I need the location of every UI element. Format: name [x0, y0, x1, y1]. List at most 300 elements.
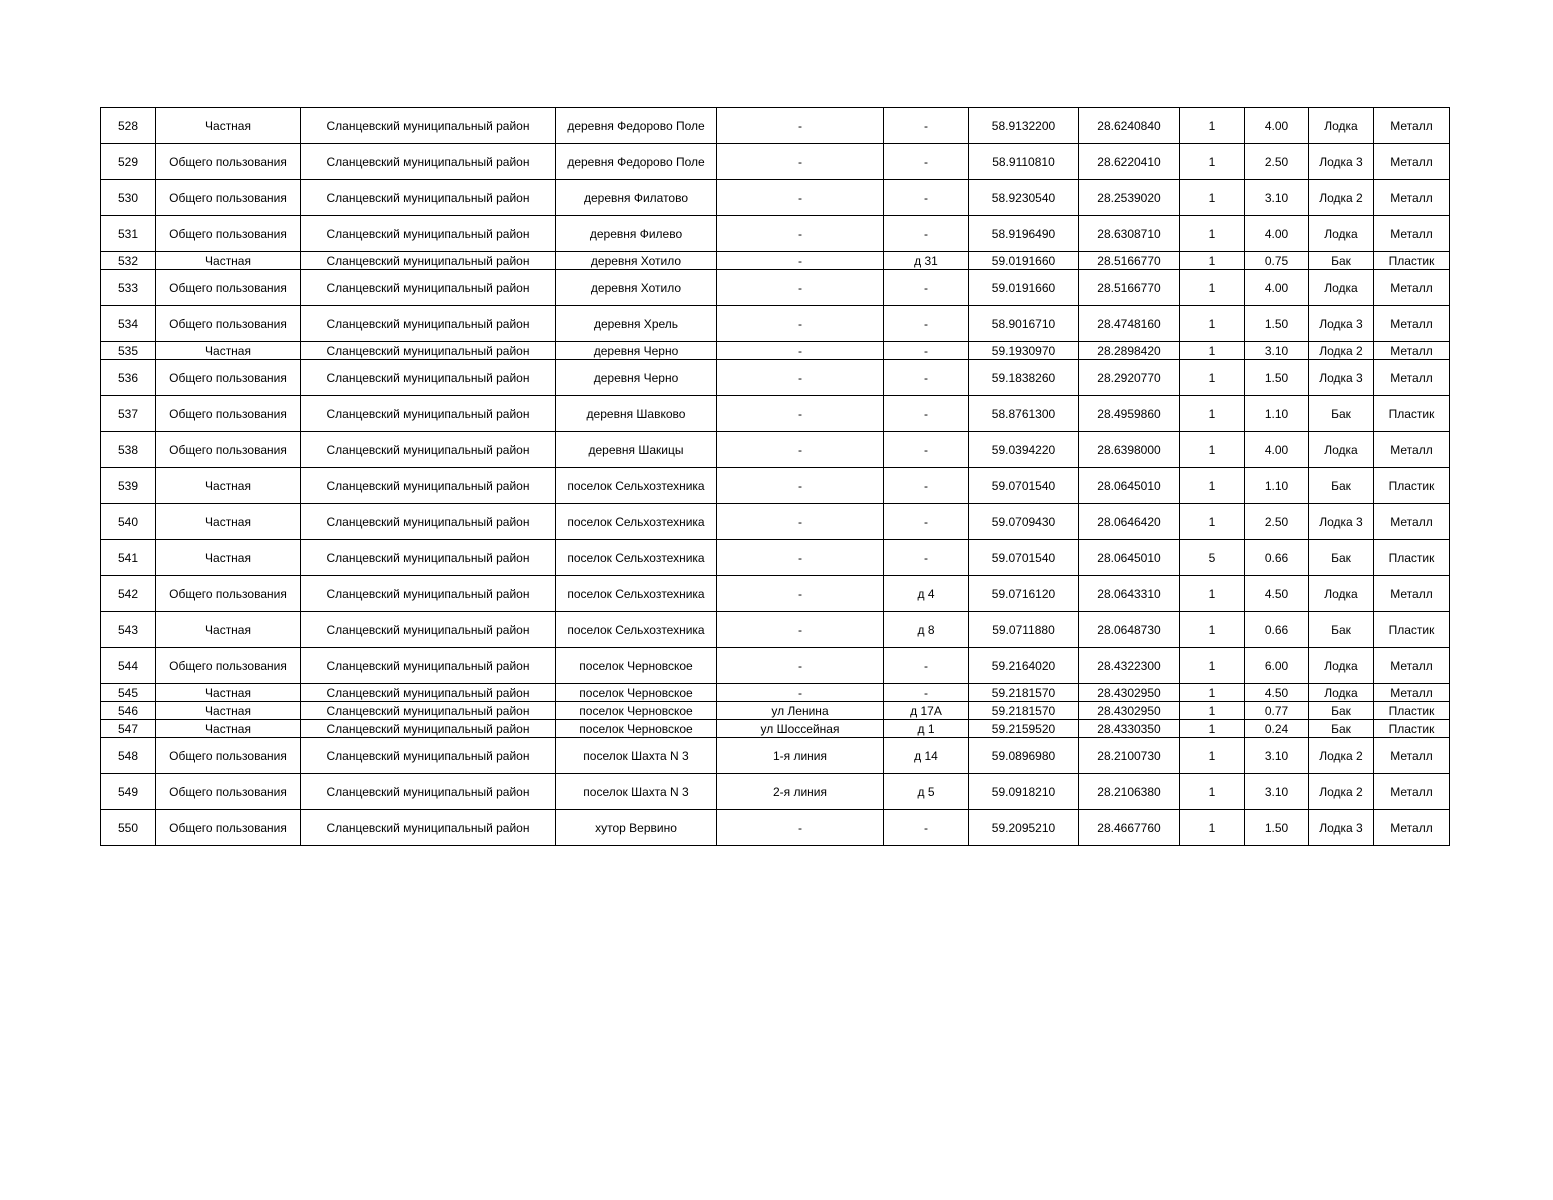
street-cell: - — [717, 396, 884, 432]
ownership-type-cell: Общего пользования — [156, 180, 301, 216]
row-number-cell: 528 — [101, 108, 156, 144]
settlement-cell: хутор Вервино — [556, 810, 717, 846]
table-row — [101, 504, 1450, 540]
district-cell: Сланцевский муниципальный район — [301, 180, 556, 216]
street-cell: - — [717, 108, 884, 144]
volume-cell: 0.24 — [1245, 720, 1309, 738]
table-row — [101, 468, 1450, 504]
street-cell: - — [717, 432, 884, 468]
table-row — [101, 360, 1450, 396]
container-count-cell: 1 — [1180, 144, 1245, 180]
latitude-cell: 59.2181570 — [969, 702, 1079, 720]
settlement-cell: поселок Сельхозтехника — [556, 504, 717, 540]
volume-cell: 3.10 — [1245, 342, 1309, 360]
street-cell: - — [717, 504, 884, 540]
district-cell: Сланцевский муниципальный район — [301, 252, 556, 270]
table-row — [101, 432, 1450, 468]
house-cell: д 17А — [884, 702, 969, 720]
volume-cell: 1.10 — [1245, 468, 1309, 504]
street-cell: - — [717, 468, 884, 504]
volume-cell: 0.75 — [1245, 252, 1309, 270]
street-cell: - — [717, 144, 884, 180]
table-row — [101, 306, 1450, 342]
container-type-cell: Лодка — [1309, 648, 1374, 684]
volume-cell: 3.10 — [1245, 180, 1309, 216]
ownership-type-cell: Частная — [156, 468, 301, 504]
material-cell: Металл — [1374, 432, 1450, 468]
container-type-cell: Бак — [1309, 612, 1374, 648]
street-cell: - — [717, 342, 884, 360]
material-cell: Металл — [1374, 360, 1450, 396]
table-row — [101, 252, 1450, 270]
house-cell: - — [884, 306, 969, 342]
longitude-cell: 28.0648730 — [1079, 612, 1180, 648]
container-count-cell: 1 — [1180, 360, 1245, 396]
table-row — [101, 612, 1450, 648]
latitude-cell: 59.2164020 — [969, 648, 1079, 684]
material-cell: Металл — [1374, 342, 1450, 360]
house-cell: - — [884, 396, 969, 432]
container-count-cell: 1 — [1180, 306, 1245, 342]
settlement-cell: деревня Шакицы — [556, 432, 717, 468]
district-cell: Сланцевский муниципальный район — [301, 216, 556, 252]
row-number-cell: 532 — [101, 252, 156, 270]
longitude-cell: 28.4667760 — [1079, 810, 1180, 846]
house-cell: - — [884, 180, 969, 216]
house-cell: - — [884, 342, 969, 360]
container-type-cell: Лодка — [1309, 576, 1374, 612]
container-count-cell: 1 — [1180, 576, 1245, 612]
settlement-cell: поселок Черновское — [556, 720, 717, 738]
house-cell: - — [884, 432, 969, 468]
container-type-cell: Лодка — [1309, 432, 1374, 468]
house-cell: - — [884, 108, 969, 144]
settlement-cell: поселок Сельхозтехника — [556, 612, 717, 648]
material-cell: Металл — [1374, 774, 1450, 810]
volume-cell: 0.77 — [1245, 702, 1309, 720]
longitude-cell: 28.0646420 — [1079, 504, 1180, 540]
ownership-type-cell: Общего пользования — [156, 396, 301, 432]
latitude-cell: 59.2181570 — [969, 684, 1079, 702]
longitude-cell: 28.2898420 — [1079, 342, 1180, 360]
container-type-cell: Лодка 3 — [1309, 810, 1374, 846]
container-count-cell: 1 — [1180, 108, 1245, 144]
latitude-cell: 59.0191660 — [969, 252, 1079, 270]
row-number-cell: 550 — [101, 810, 156, 846]
house-cell: - — [884, 468, 969, 504]
ownership-type-cell: Частная — [156, 108, 301, 144]
volume-cell: 3.10 — [1245, 738, 1309, 774]
container-count-cell: 1 — [1180, 504, 1245, 540]
table-row — [101, 648, 1450, 684]
latitude-cell: 59.0701540 — [969, 468, 1079, 504]
row-number-cell: 539 — [101, 468, 156, 504]
table-row — [101, 774, 1450, 810]
container-type-cell: Бак — [1309, 396, 1374, 432]
material-cell: Металл — [1374, 504, 1450, 540]
latitude-cell: 58.8761300 — [969, 396, 1079, 432]
row-number-cell: 548 — [101, 738, 156, 774]
latitude-cell: 59.0711880 — [969, 612, 1079, 648]
ownership-type-cell: Частная — [156, 252, 301, 270]
container-sites-table — [100, 107, 1450, 846]
street-cell: ул Шоссейная — [717, 720, 884, 738]
container-type-cell: Лодка — [1309, 108, 1374, 144]
district-cell: Сланцевский муниципальный район — [301, 684, 556, 702]
container-type-cell: Лодка 2 — [1309, 342, 1374, 360]
volume-cell: 0.66 — [1245, 540, 1309, 576]
house-cell: д 31 — [884, 252, 969, 270]
row-number-cell: 542 — [101, 576, 156, 612]
house-cell: д 8 — [884, 612, 969, 648]
material-cell: Металл — [1374, 810, 1450, 846]
house-cell: д 14 — [884, 738, 969, 774]
material-cell: Пластик — [1374, 720, 1450, 738]
container-type-cell: Бак — [1309, 252, 1374, 270]
street-cell: - — [717, 576, 884, 612]
street-cell: - — [717, 180, 884, 216]
latitude-cell: 59.0716120 — [969, 576, 1079, 612]
container-count-cell: 1 — [1180, 432, 1245, 468]
latitude-cell: 59.0709430 — [969, 504, 1079, 540]
container-count-cell: 1 — [1180, 396, 1245, 432]
table-row — [101, 216, 1450, 252]
house-cell: - — [884, 810, 969, 846]
table-row — [101, 540, 1450, 576]
house-cell: - — [884, 648, 969, 684]
row-number-cell: 530 — [101, 180, 156, 216]
latitude-cell: 59.2095210 — [969, 810, 1079, 846]
latitude-cell: 59.0701540 — [969, 540, 1079, 576]
house-cell: - — [884, 684, 969, 702]
row-number-cell: 549 — [101, 774, 156, 810]
container-type-cell: Бак — [1309, 468, 1374, 504]
container-count-cell: 1 — [1180, 648, 1245, 684]
container-type-cell: Лодка 2 — [1309, 774, 1374, 810]
street-cell: - — [717, 306, 884, 342]
district-cell: Сланцевский муниципальный район — [301, 468, 556, 504]
volume-cell: 4.00 — [1245, 432, 1309, 468]
ownership-type-cell: Общего пользования — [156, 216, 301, 252]
longitude-cell: 28.0645010 — [1079, 468, 1180, 504]
ownership-type-cell: Частная — [156, 612, 301, 648]
longitude-cell: 28.2539020 — [1079, 180, 1180, 216]
settlement-cell: поселок Сельхозтехника — [556, 540, 717, 576]
row-number-cell: 546 — [101, 702, 156, 720]
street-cell: - — [717, 360, 884, 396]
longitude-cell: 28.4748160 — [1079, 306, 1180, 342]
table-row — [101, 342, 1450, 360]
row-number-cell: 531 — [101, 216, 156, 252]
latitude-cell: 58.9196490 — [969, 216, 1079, 252]
longitude-cell: 28.0645010 — [1079, 540, 1180, 576]
street-cell: - — [717, 648, 884, 684]
house-cell: - — [884, 270, 969, 306]
house-cell: - — [884, 144, 969, 180]
house-cell: - — [884, 540, 969, 576]
volume-cell: 4.00 — [1245, 108, 1309, 144]
volume-cell: 1.10 — [1245, 396, 1309, 432]
container-count-cell: 1 — [1180, 180, 1245, 216]
row-number-cell: 545 — [101, 684, 156, 702]
container-type-cell: Лодка — [1309, 270, 1374, 306]
district-cell: Сланцевский муниципальный район — [301, 396, 556, 432]
table-row — [101, 180, 1450, 216]
latitude-cell: 59.0191660 — [969, 270, 1079, 306]
container-count-cell: 1 — [1180, 702, 1245, 720]
district-cell: Сланцевский муниципальный район — [301, 576, 556, 612]
table-row — [101, 720, 1450, 738]
container-count-cell: 1 — [1180, 810, 1245, 846]
volume-cell: 1.50 — [1245, 306, 1309, 342]
ownership-type-cell: Частная — [156, 540, 301, 576]
container-type-cell: Лодка 3 — [1309, 306, 1374, 342]
district-cell: Сланцевский муниципальный район — [301, 810, 556, 846]
volume-cell: 2.50 — [1245, 504, 1309, 540]
material-cell: Металл — [1374, 684, 1450, 702]
material-cell: Металл — [1374, 306, 1450, 342]
table-row — [101, 738, 1450, 774]
district-cell: Сланцевский муниципальный район — [301, 270, 556, 306]
container-type-cell: Лодка 3 — [1309, 504, 1374, 540]
container-count-cell: 1 — [1180, 612, 1245, 648]
ownership-type-cell: Общего пользования — [156, 270, 301, 306]
container-count-cell: 1 — [1180, 684, 1245, 702]
district-cell: Сланцевский муниципальный район — [301, 720, 556, 738]
container-count-cell: 1 — [1180, 720, 1245, 738]
longitude-cell: 28.6398000 — [1079, 432, 1180, 468]
longitude-cell: 28.6308710 — [1079, 216, 1180, 252]
container-count-cell: 5 — [1180, 540, 1245, 576]
latitude-cell: 59.0896980 — [969, 738, 1079, 774]
ownership-type-cell: Общего пользования — [156, 648, 301, 684]
table-row — [101, 702, 1450, 720]
material-cell: Пластик — [1374, 396, 1450, 432]
settlement-cell: поселок Шахта N 3 — [556, 774, 717, 810]
container-type-cell: Лодка — [1309, 216, 1374, 252]
material-cell: Металл — [1374, 108, 1450, 144]
container-type-cell: Бак — [1309, 540, 1374, 576]
street-cell: - — [717, 252, 884, 270]
ownership-type-cell: Общего пользования — [156, 810, 301, 846]
table-row — [101, 576, 1450, 612]
street-cell: 2-я линия — [717, 774, 884, 810]
material-cell: Металл — [1374, 216, 1450, 252]
longitude-cell: 28.2106380 — [1079, 774, 1180, 810]
house-cell: - — [884, 504, 969, 540]
volume-cell: 4.00 — [1245, 270, 1309, 306]
ownership-type-cell: Частная — [156, 720, 301, 738]
container-count-cell: 1 — [1180, 270, 1245, 306]
material-cell: Металл — [1374, 180, 1450, 216]
settlement-cell: поселок Сельхозтехника — [556, 576, 717, 612]
district-cell: Сланцевский муниципальный район — [301, 144, 556, 180]
house-cell: д 5 — [884, 774, 969, 810]
district-cell: Сланцевский муниципальный район — [301, 360, 556, 396]
container-type-cell: Лодка 3 — [1309, 360, 1374, 396]
street-cell: 1-я линия — [717, 738, 884, 774]
row-number-cell: 535 — [101, 342, 156, 360]
street-cell: - — [717, 684, 884, 702]
settlement-cell: деревня Черно — [556, 360, 717, 396]
latitude-cell: 59.1838260 — [969, 360, 1079, 396]
row-number-cell: 537 — [101, 396, 156, 432]
latitude-cell: 59.0918210 — [969, 774, 1079, 810]
material-cell: Пластик — [1374, 252, 1450, 270]
longitude-cell: 28.4959860 — [1079, 396, 1180, 432]
material-cell: Пластик — [1374, 612, 1450, 648]
latitude-cell: 58.9230540 — [969, 180, 1079, 216]
ownership-type-cell: Общего пользования — [156, 144, 301, 180]
container-type-cell: Бак — [1309, 720, 1374, 738]
table-row — [101, 270, 1450, 306]
settlement-cell: деревня Хотило — [556, 270, 717, 306]
settlement-cell: деревня Черно — [556, 342, 717, 360]
house-cell: д 4 — [884, 576, 969, 612]
volume-cell: 1.50 — [1245, 360, 1309, 396]
settlement-cell: деревня Хрель — [556, 306, 717, 342]
container-type-cell: Лодка 2 — [1309, 180, 1374, 216]
table-row — [101, 144, 1450, 180]
longitude-cell: 28.6220410 — [1079, 144, 1180, 180]
volume-cell: 0.66 — [1245, 612, 1309, 648]
latitude-cell: 58.9132200 — [969, 108, 1079, 144]
material-cell: Металл — [1374, 576, 1450, 612]
volume-cell: 4.50 — [1245, 576, 1309, 612]
ownership-type-cell: Частная — [156, 504, 301, 540]
volume-cell: 1.50 — [1245, 810, 1309, 846]
material-cell: Металл — [1374, 270, 1450, 306]
ownership-type-cell: Общего пользования — [156, 738, 301, 774]
volume-cell: 3.10 — [1245, 774, 1309, 810]
district-cell: Сланцевский муниципальный район — [301, 504, 556, 540]
district-cell: Сланцевский муниципальный район — [301, 702, 556, 720]
settlement-cell: деревня Шавково — [556, 396, 717, 432]
material-cell: Пластик — [1374, 702, 1450, 720]
ownership-type-cell: Частная — [156, 684, 301, 702]
ownership-type-cell: Общего пользования — [156, 306, 301, 342]
longitude-cell: 28.4302950 — [1079, 684, 1180, 702]
district-cell: Сланцевский муниципальный район — [301, 648, 556, 684]
container-count-cell: 1 — [1180, 252, 1245, 270]
container-type-cell: Лодка — [1309, 684, 1374, 702]
latitude-cell: 59.1930970 — [969, 342, 1079, 360]
ownership-type-cell: Общего пользования — [156, 576, 301, 612]
row-number-cell: 534 — [101, 306, 156, 342]
ownership-type-cell: Общего пользования — [156, 360, 301, 396]
ownership-type-cell: Общего пользования — [156, 774, 301, 810]
settlement-cell: деревня Федорово Поле — [556, 108, 717, 144]
latitude-cell: 59.0394220 — [969, 432, 1079, 468]
district-cell: Сланцевский муниципальный район — [301, 342, 556, 360]
row-number-cell: 541 — [101, 540, 156, 576]
longitude-cell: 28.5166770 — [1079, 270, 1180, 306]
container-type-cell: Бак — [1309, 702, 1374, 720]
district-cell: Сланцевский муниципальный район — [301, 432, 556, 468]
latitude-cell: 59.2159520 — [969, 720, 1079, 738]
container-count-cell: 1 — [1180, 738, 1245, 774]
longitude-cell: 28.4322300 — [1079, 648, 1180, 684]
container-count-cell: 1 — [1180, 468, 1245, 504]
volume-cell: 6.00 — [1245, 648, 1309, 684]
volume-cell: 4.00 — [1245, 216, 1309, 252]
longitude-cell: 28.2920770 — [1079, 360, 1180, 396]
row-number-cell: 544 — [101, 648, 156, 684]
settlement-cell: поселок Шахта N 3 — [556, 738, 717, 774]
settlement-cell: поселок Черновское — [556, 648, 717, 684]
settlement-cell: поселок Сельхозтехника — [556, 468, 717, 504]
longitude-cell: 28.5166770 — [1079, 252, 1180, 270]
street-cell: - — [717, 612, 884, 648]
row-number-cell: 536 — [101, 360, 156, 396]
table-body — [101, 108, 1450, 846]
container-count-cell: 1 — [1180, 774, 1245, 810]
settlement-cell: деревня Федорово Поле — [556, 144, 717, 180]
container-count-cell: 1 — [1180, 342, 1245, 360]
material-cell: Пластик — [1374, 468, 1450, 504]
district-cell: Сланцевский муниципальный район — [301, 108, 556, 144]
street-cell: - — [717, 216, 884, 252]
district-cell: Сланцевский муниципальный район — [301, 306, 556, 342]
ownership-type-cell: Общего пользования — [156, 432, 301, 468]
settlement-cell: поселок Черновское — [556, 702, 717, 720]
table-row — [101, 810, 1450, 846]
longitude-cell: 28.4330350 — [1079, 720, 1180, 738]
container-type-cell: Лодка 3 — [1309, 144, 1374, 180]
district-cell: Сланцевский муниципальный район — [301, 612, 556, 648]
longitude-cell: 28.6240840 — [1079, 108, 1180, 144]
district-cell: Сланцевский муниципальный район — [301, 738, 556, 774]
volume-cell: 4.50 — [1245, 684, 1309, 702]
street-cell: - — [717, 810, 884, 846]
settlement-cell: деревня Филево — [556, 216, 717, 252]
row-number-cell: 538 — [101, 432, 156, 468]
table-row — [101, 108, 1450, 144]
latitude-cell: 58.9110810 — [969, 144, 1079, 180]
settlement-cell: деревня Филатово — [556, 180, 717, 216]
longitude-cell: 28.4302950 — [1079, 702, 1180, 720]
street-cell: - — [717, 270, 884, 306]
volume-cell: 2.50 — [1245, 144, 1309, 180]
row-number-cell: 533 — [101, 270, 156, 306]
row-number-cell: 543 — [101, 612, 156, 648]
material-cell: Металл — [1374, 738, 1450, 774]
settlement-cell: поселок Черновское — [556, 684, 717, 702]
container-type-cell: Лодка 2 — [1309, 738, 1374, 774]
ownership-type-cell: Частная — [156, 342, 301, 360]
table-row — [101, 396, 1450, 432]
table-row — [101, 684, 1450, 702]
material-cell: Металл — [1374, 144, 1450, 180]
longitude-cell: 28.2100730 — [1079, 738, 1180, 774]
row-number-cell: 529 — [101, 144, 156, 180]
settlement-cell: деревня Хотило — [556, 252, 717, 270]
district-cell: Сланцевский муниципальный район — [301, 774, 556, 810]
street-cell: - — [717, 540, 884, 576]
house-cell: - — [884, 216, 969, 252]
house-cell: д 1 — [884, 720, 969, 738]
material-cell: Металл — [1374, 648, 1450, 684]
material-cell: Пластик — [1374, 540, 1450, 576]
row-number-cell: 540 — [101, 504, 156, 540]
house-cell: - — [884, 360, 969, 396]
container-count-cell: 1 — [1180, 216, 1245, 252]
district-cell: Сланцевский муниципальный район — [301, 540, 556, 576]
street-cell: ул Ленина — [717, 702, 884, 720]
latitude-cell: 58.9016710 — [969, 306, 1079, 342]
longitude-cell: 28.0643310 — [1079, 576, 1180, 612]
row-number-cell: 547 — [101, 720, 156, 738]
